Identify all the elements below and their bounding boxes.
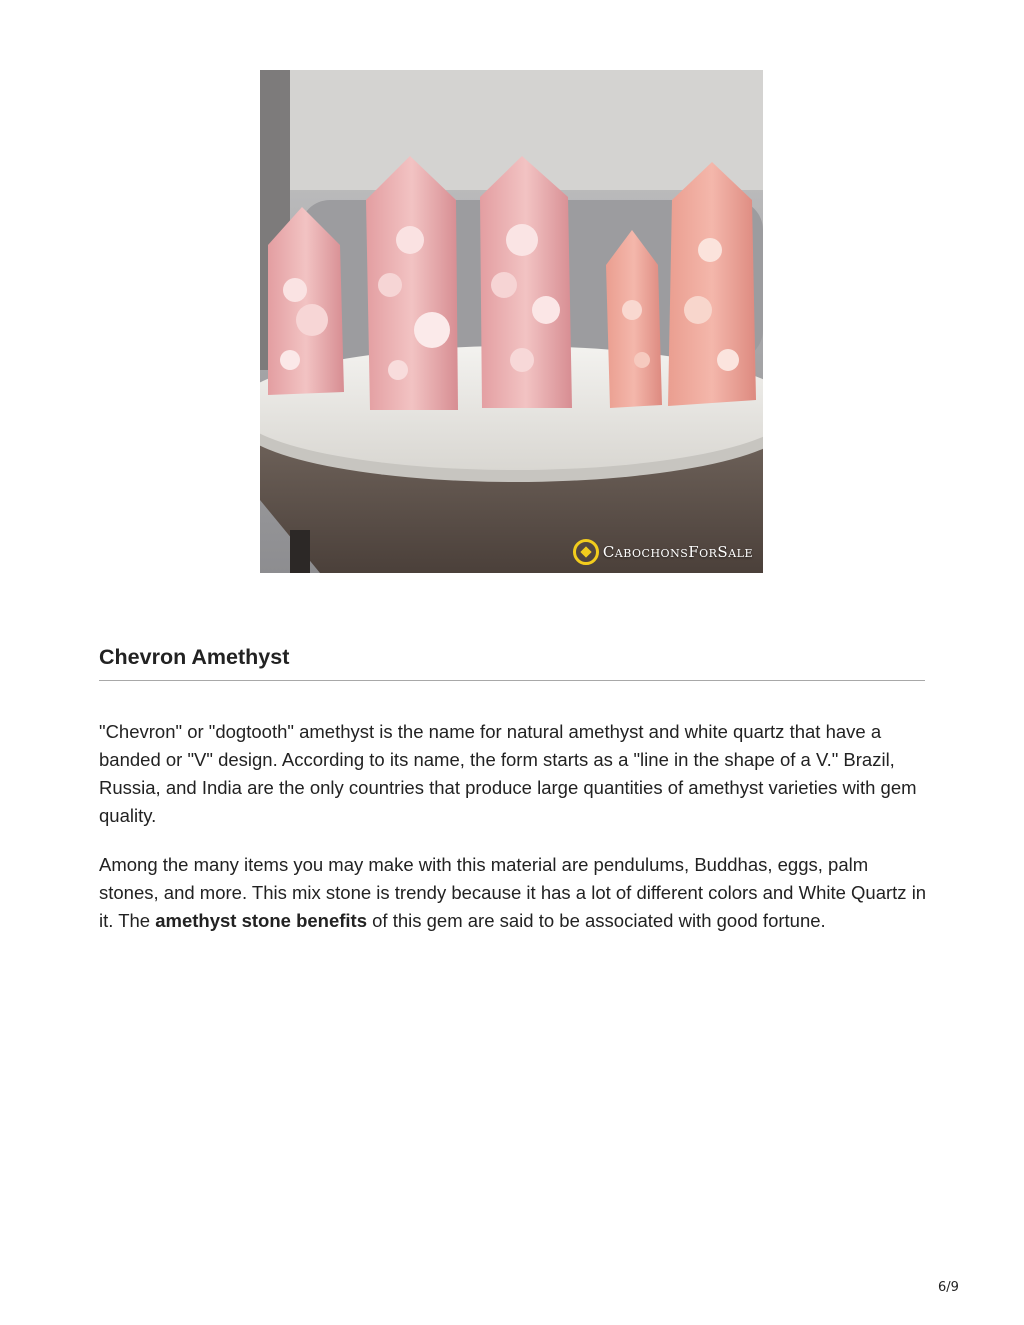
crystal-towers-photo: [260, 70, 763, 573]
watermark: [573, 539, 753, 565]
paragraph-chevron-description: "Chevron" or "dogtooth" amethyst is the name for natural amethyst and white quartz that have a banded or "V" design. According to its name, the form starts as a "line in the shape of a V." Brazil, Russia, and India are the only countries that produce large quantities of amethyst varieties with gem quality.: [99, 721, 917, 826]
paragraph-text: of this gem are said to be associated with good fortune.: [367, 910, 826, 931]
crystal-towers-illustration: [260, 70, 763, 573]
amethyst-benefits-link: amethyst stone benefits: [155, 910, 367, 931]
watermark-text: CabochonsForSale: [602, 543, 753, 561]
heading-divider: [99, 680, 925, 681]
gem-logo-icon: [573, 539, 599, 565]
section-heading: Chevron Amethyst: [99, 645, 290, 669]
paragraph-text: Among the many items you may make with this material are pendulums, Buddhas, eggs, palm stones, and more. This mix stone is trendy because it has a lot of different colors and White Quartz in it. The: [99, 854, 927, 931]
paragraph-uses: [99, 851, 929, 935]
page-number: 6/9: [938, 1280, 959, 1295]
